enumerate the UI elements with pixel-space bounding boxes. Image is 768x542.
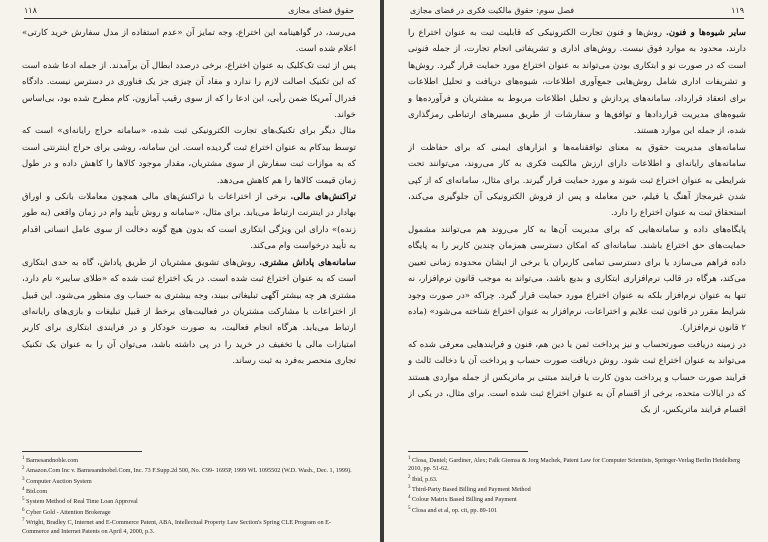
paragraph-text: برخی از اختراعات با تراکنش‌های مالی همچون معاملات بانکی و اوراق بهادار در اینترنت ارتباط می‌یابد. برای مثال، «سامانه و روش تأیید وام در زمان واقعی (به طور زنده)» دارای این ویژگی ابتکاری است که بدون هیچ گونه دخالت از سوی عامل انسانی اقدام به تأیید درخواست وام می‌کند. [22,192,356,252]
paragraph: در زمینه دریافت صورتحساب و نیز پرداخت ثمن یا دین هم، فنون و فرایندهایی معرفی شده که می‌تواند به عنوان اختراع ثبت شود. روش دریافت صورت حساب و پرداخت آن با دخالت ثالث و فرایند صورت حساب و پرداخت بدون کارت یا فرایند مبتنی بر ماتریکس از جمله مواردی هستند که در ایالات متحده، برخی از اقسام آن به عنوان اختراع ثبت شده است. برای مثال، در یکی از اقسام فرایند ماتریکس، از یک [408,339,746,416]
paragraph [408,25,746,140]
left-page [0,0,380,542]
footnote: $^3$ Computer Auction System [22,476,92,485]
footnote: $^3$ Third-Party Based Billing and Payment Method [408,485,531,494]
running-head: فصل سوم: حقوق مالکیت فکری در فضای مجازی [410,6,575,15]
footnote: $^4$ Colour Matrix Based Billing and Payment [408,495,517,504]
page-number: ۱۱۹ [731,6,744,15]
footnote-rule [408,451,528,452]
footnote: $^5$ System Method of Real Time Loan Approval [22,497,138,506]
running-head: حقوق فضای مجازی [288,6,354,15]
paragraph-text: روش‌های تشویق مشتریان از طریق پاداش، گاه به حدی ابتکاری است که به عنوان اختراع ثبت شده است. در یک اختراع ثبت شده که «طلای سایبر» نام دارد، مشتری هر چه بیشتر آگهی تبلیغاتی ببیند، وجه بیشتری به حساب وی منظور می‌شود. این قبیل از اختراعات با مشارکت مشتریان در فعالیت‌های برخط از قبیل تبلیغات و بازی‌های رایانه‌ای ارتباط می‌یابد. هرگاه انجام فعالیت، به صورت خودکار و در فرایندی ابتکاری برای کاربر امتیازات مالی یا تخفیف در خرید را در پی داشته باشد، می‌توان آن را به عنوان یک تکنیک تجاری منحصر به‌فرد به ثبت رساند. [22,257,356,367]
footnote: $^7$ Wright, Bradley C, Internet and E-Commerce Patent, ABA, Intellectual Property Law Section's Spring CLE Program on E-Commerce and Internet Patents on April 4, 2000, p.3. [22,518,331,535]
left-header [22,6,356,18]
footnote: $^6$ Cyber Gold - Attention Brokerage [22,507,111,516]
page-number: ۱۱۸ [24,6,37,15]
footnote: $^1$ Closa, Daniel; Gardiner, Alex; Falk Giemsa & Jorg Machek, Patent Law for Computer Scientists, Springer-Verlag Berlin Heidelberg 2010, pp. 51-62. [408,456,740,473]
footnote: $^2$ Ibid, p.63. [408,474,438,483]
footnote: $^5$ Closa and et al, op. cit, pp. 89-101 [408,505,498,514]
paragraph [22,255,356,370]
paragraph-text: روش‌ها و فنون تجارت الکترونیکی که قابلیت ثبت به عنوان اختراع را دارند، محدود به موارد فوق نیست. روش‌های اداری و تشریفاتی انجام تجارت، از جمله فنونی است که در صورت نو و ابتکاری بودن می‌تواند به عنوان اختراع مورد حمایت قرار گیرد. روش‌ها و تشریفات اداری شامل روش‌هایی جمع‌آوری اطلاعات، شیوه‌های دریافت و تحلیل اطلاعات برای انعقاد قرارداد، سامانه‌های پردازش و تحلیل اطلاعات مربوط به مشتریان و فرآورده‌ها و شیوه‌های مدیریت قراردادها و توافق‌ها و سفارشات از طریق مسیرهای ارتباطی رمزگذاری شده، از جمله این موارد هستند. [408,28,746,137]
left-body [22,25,356,445]
right-header [408,6,746,18]
paragraph: مثال دیگر برای تکنیک‌های تجارت الکترونیکی ثبت شده، «سامانه حراج رایانه‌ای» است که توسط بیدکام به عنوان اختراع ثبت گردیده است. این سامانه، روشی برای حراج اینترنتی است که به موازات ثبت سفارش از سوی مشتریان، مقدار موجود کالاها را کاهش داده و در طول زمان قیمت کالاها را هم کاهش می‌دهد. [22,126,356,186]
paragraph: پس از ثبت تک‌کلیک به عنوان اختراع، برخی درصدد ابطال آن برآمدند. از جمله ادعا شده است که این تکنیک اصالت لازم را ندارد و مفاد آن چیزی جز یک فناوری در دسترس نیست. دادگاه فدرال آمریکا ضمن رأیی، این ادعا را که از سوی رقیب آمازون، کام مطرح شده بود، بی‌اساس خواند. [22,60,356,121]
footnote-rule [22,451,142,452]
paragraph: سامانه‌های مدیریت حقوق به معنای توافقنامه‌ها و ابزارهای ایمنی که برای حفاظت از سامانه‌های رایانه‌ای و اطلاعات دارای ارزش مالکیت فکری به کار می‌روند، می‌توانند تحت شرایطی به عنوان اختراع ثبت شوند و مورد حمایت قرار گیرند. برای مثال، سامانه‌ای که از کپی شدن غیرمجاز آهنگ یا فیلم، حین معامله و پس از فروش الکترونیکی آن جلوگیری می‌کند، استحقاق ثبت به عنوان اختراع را دارد. [408,142,746,219]
paragraph: پایگاه‌های داده و سامانه‌هایی که برای مدیریت آن‌ها به کار می‌روند هم می‌توانند مشمول حمایت‌های حق اختراع باشند. سامانه‌ای که امکان دسترسی همزمان چندین کاربر را به پایگاه داده فراهم می‌سازد یا برای دسترسی تمامی کاربران یا برخی از ایشان محدوده زمانی تعیین می‌کند، هرگاه در قالب نرم‌افزاری ابتکاری و بدیع باشد، می‌تواند به موجب قانون نرم‌افزار، نه تنها به عنوان نرم‌افزار بلکه به عنوان اختراع مورد حمایت قرار گیرد. چراکه «در صورت وجود شرایط مقرر در قانون ثبت علایم و اختراعات، نرم‌افزار به عنوان اختراع شناخته می‌شود» (ماده ۲ قانون نرم‌افزار). [408,224,746,334]
footnotes [408,455,746,515]
header-rule [410,18,744,19]
footnote: $^4$ Bid.com [22,487,48,496]
right-body [408,25,746,445]
footnotes [22,455,356,536]
section-heading: تراکنش‌های مالی. [290,192,356,203]
right-page [384,0,768,542]
paragraph: می‌رسد، در گواهینامه این اختراع، وجه تمایز آن «عدم استفاده از مدل سفارش خرید کارتی» اعلام شده است. [22,28,356,55]
header-rule [24,18,354,19]
footnote: $^1$ Barnesandnoble.com [22,456,79,465]
section-heading: سامانه‌های پاداش مشتری. [259,257,356,268]
paragraph [22,189,356,255]
section-heading: سایر شیوه‌ها و فنون. [665,28,746,38]
footnote: $^2$ Amazon.Com Inc v. Barnesandnobel.Com, Inc. 73 F.Supp.2d 500, No. C99- 1695P, 1999 WL 1095502 (W.D. Wash., Dec. 1, 1999). [22,466,352,475]
